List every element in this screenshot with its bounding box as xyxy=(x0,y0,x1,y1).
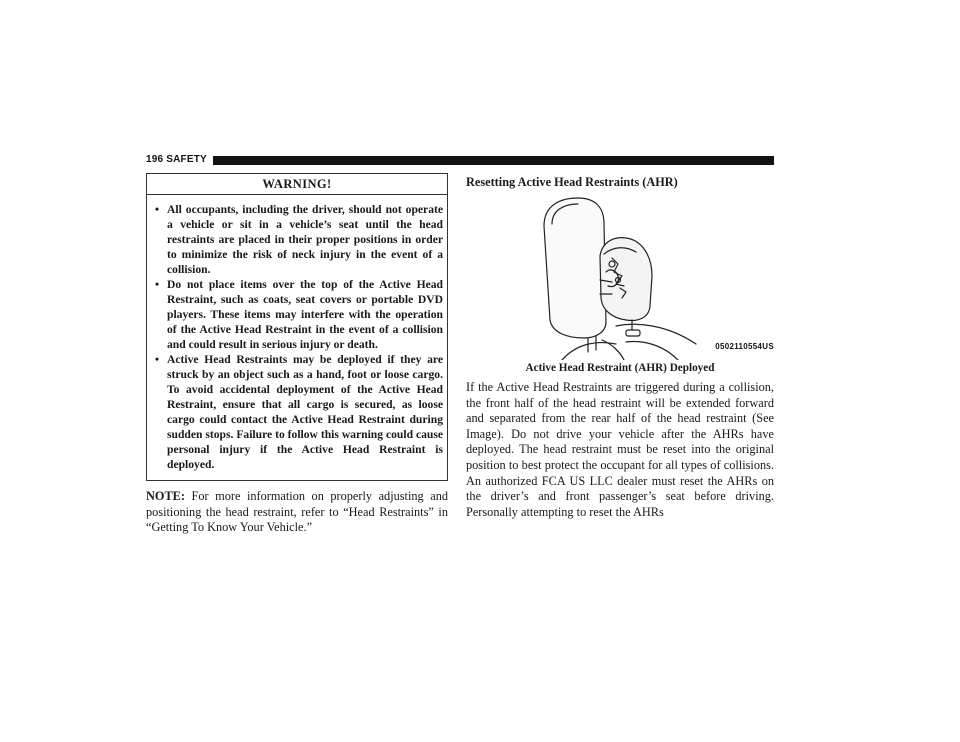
warning-item xyxy=(151,352,443,472)
warning-box xyxy=(146,173,448,481)
body-paragraph: If the Active Head Restraints are triggered during a collision, the front half of the head restraint will be extended forward and separated from the rear half of the head restraint (See Image). Do not drive your vehicle after the AHRs have deployed. The head restraint must be reset into the original position to best protect the occupant for all types of collisions. An authorized FCA US LLC dealer must reset the AHRs on the driver’s and front passenger’s seat before driving. Personally attempting to reset the AHRs xyxy=(466,380,774,519)
page-header xyxy=(146,152,774,166)
note-label: NOTE: xyxy=(146,489,185,503)
bullet-icon: • xyxy=(155,278,160,291)
right-column xyxy=(466,173,774,533)
warning-item-text: Do not place items over the top of the Active Head Restraint, such as coats, seat covers or portable DVD players. These items may interfere with the operation of the Active Head Restraint in the event of a collision and could result in serious injury or death. xyxy=(167,278,443,351)
left-column xyxy=(146,173,448,548)
bullet-icon: • xyxy=(155,353,160,366)
page-number-section: 196 SAFETY xyxy=(146,153,207,165)
warning-item xyxy=(151,202,443,277)
warning-title: WARNING! xyxy=(147,174,447,195)
figure-caption: Active Head Restraint (AHR) Deployed xyxy=(525,362,715,374)
warning-item-text: All occupants, including the driver, should not operate a vehicle or sit in a vehicle’s seat until the head restraints are placed in their proper positions in order to minimize the risk of neck injury in the event of a collision. xyxy=(167,203,443,276)
note-text: For more information on properly adjusting and positioning the head restraint, refer to “Head Restraints” in “Getting To Know Your Vehicle.” xyxy=(146,489,448,534)
note-paragraph xyxy=(146,489,448,536)
section-heading: Resetting Active Head Restraints (AHR) xyxy=(466,175,678,189)
warning-item-text: Active Head Restraints may be deployed if they are struck by an object such as a hand, foot or loose cargo. To avoid accidental deployment of the Active Head Restraint, ensure that all cargo is secured, as loose cargo could contact the Active Head Restraint during sudden stops. Failure to follow this warning could cause personal injury if the Active Head Restraint is deployed. xyxy=(167,353,443,471)
bullet-icon: • xyxy=(155,203,160,216)
warning-item xyxy=(151,277,443,352)
head-restraint-figure xyxy=(466,194,774,360)
figure-code: 0502110554US xyxy=(715,342,774,351)
warning-list xyxy=(147,195,447,480)
header-rule xyxy=(213,156,774,165)
head-restraint-illustration xyxy=(466,194,774,360)
